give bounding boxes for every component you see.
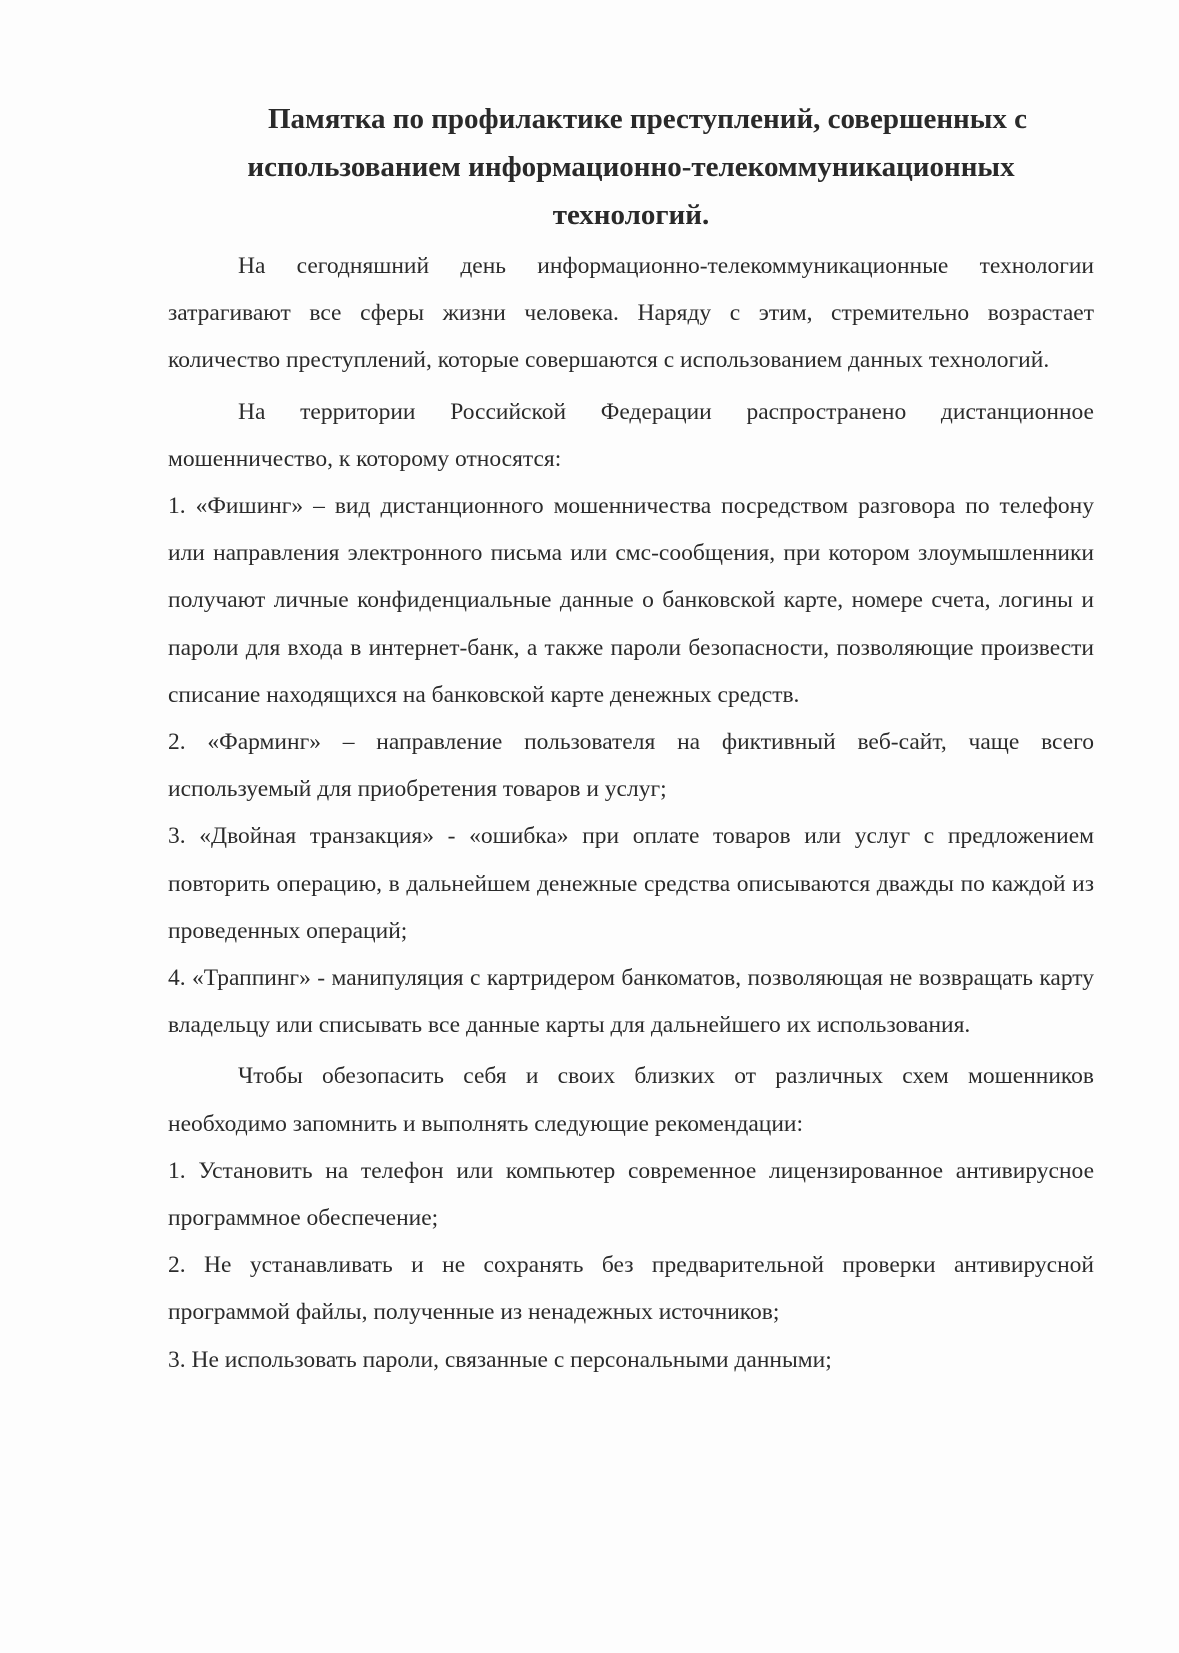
title-line-1: Памятка по профилактике преступлений, совершенных с bbox=[268, 103, 1027, 135]
fraud-type-phishing: 1. «Фишинг» – вид дистанционного мошенничества посредством разговора по телефону или направления электронного письма или смс-сообщения, при котором злоумышленники получают личные конфиденциальные данные о банковской карте, номере счета, логины и пароли для входа в интернет-банк, а также пароли безопасности, позволяющие произвести списание находящихся на банковской карте денежных средств. bbox=[168, 493, 1094, 708]
intro-paragraph: На сегодняшний день информационно-телекоммуникационные технологии затрагивают все сферы жизни человека. Наряду с этим, стремительно возрастает количество преступлений, которые совершаются с использованием данных технологий. bbox=[168, 253, 1094, 374]
document-body bbox=[168, 95, 1094, 1384]
document-title bbox=[168, 95, 1094, 239]
recommendation-item: 3. Не использовать пароли, связанные с персональными данными; bbox=[168, 1346, 832, 1373]
fraud-type-trapping: 4. «Траппинг» - манипуляция с картридером банкоматов, позволяющая не возвращать карту владельцу или списывать все данные карты для дальнейшего их использования. bbox=[168, 965, 1094, 1039]
recommendation-item: 2. Не устанавливать и не сохранять без предварительной проверки антивирусной программой файлы, полученные из ненадежных источников; bbox=[168, 1252, 1094, 1326]
recommendations-intro: Чтобы обезопасить себя и своих близких от различных схем мошенников необходимо запомнить и выполнять следующие рекомендации: bbox=[168, 1063, 1094, 1137]
fraud-type-double-transaction: 3. «Двойная транзакция» - «ошибка» при оплате товаров или услуг с предложением повторить операцию, в дальнейшем денежные средства описываются дважды по каждой из проведенных операций; bbox=[168, 823, 1094, 944]
fraud-types-intro: На территории Российской Федерации распространено дистанционное мошенничество, к которому относятся: bbox=[168, 398, 1094, 472]
title-line-2: использованием информационно-телекоммуникационных bbox=[247, 151, 1015, 183]
fraud-type-pharming: 2. «Фарминг» – направление пользователя на фиктивный веб-сайт, чаще всего используемый для приобретения товаров и услуг; bbox=[168, 729, 1094, 803]
recommendation-item: 1. Установить на телефон или компьютер современное лицензированное антивирусное программное обеспечение; bbox=[168, 1157, 1094, 1232]
title-line-3: технологий. bbox=[552, 199, 710, 231]
